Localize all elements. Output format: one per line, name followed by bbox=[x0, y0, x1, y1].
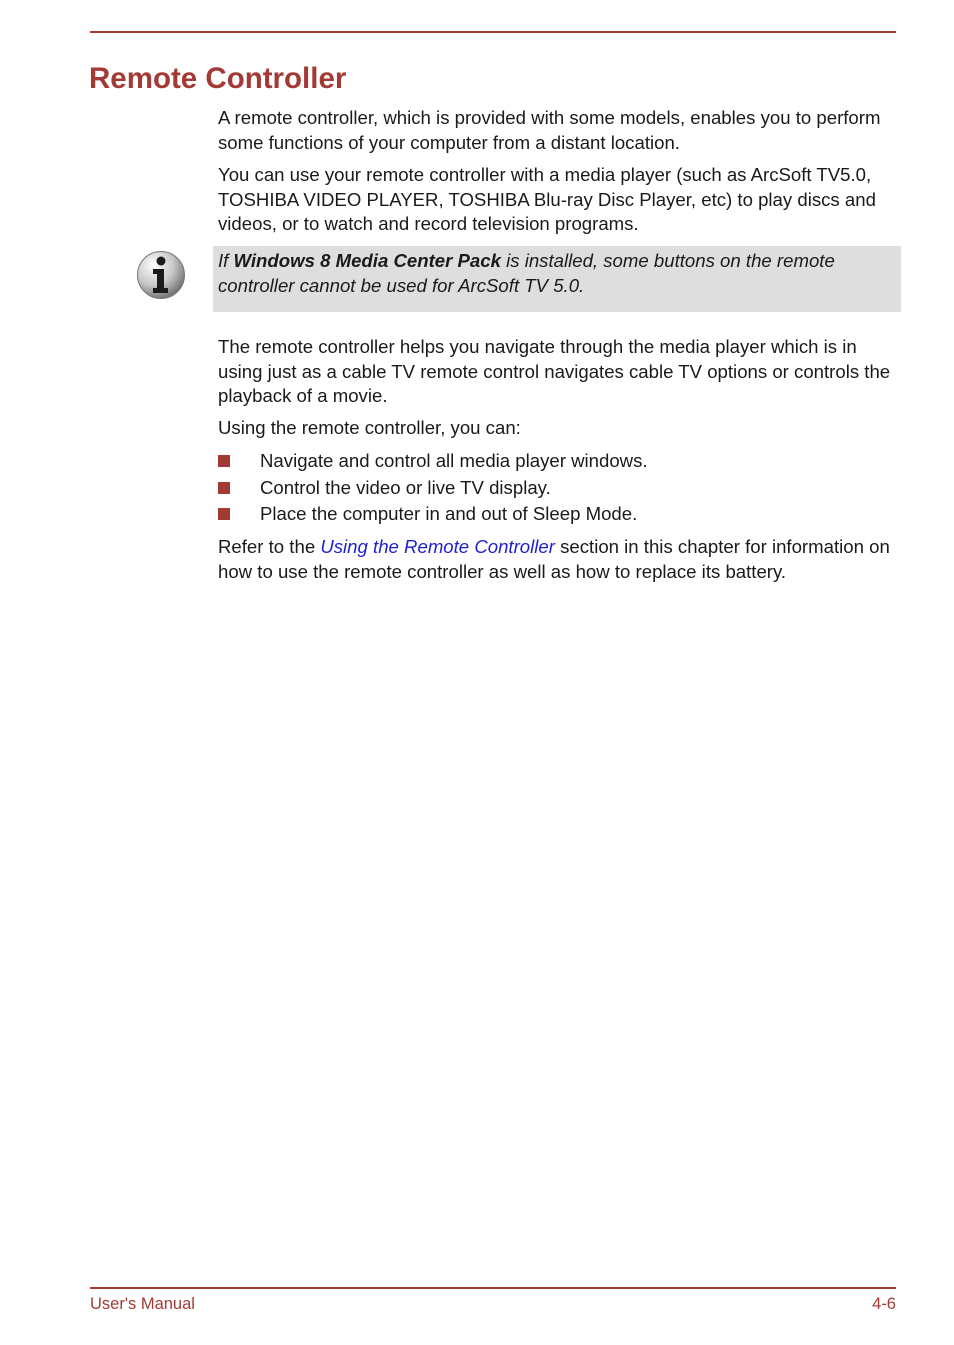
list-item bbox=[218, 476, 648, 503]
list-item-text: Control the video or live TV display. bbox=[260, 476, 551, 498]
bullet-square-icon bbox=[218, 508, 230, 520]
note-box bbox=[213, 246, 901, 312]
bullet-square-icon bbox=[218, 455, 230, 467]
using-remote-controller-link[interactable]: Using the Remote Controller bbox=[320, 536, 555, 557]
note-prefix: If bbox=[218, 250, 234, 271]
list-item-text: Navigate and control all media player windows. bbox=[260, 450, 648, 471]
paragraph-refer bbox=[218, 535, 898, 584]
intro-paragraph-2: You can use your remote controller with a media player (such as ArcSoft TV5.0, TOSHIBA VIDEO PLAYER, TOSHIBA Blu-ray Disc Player, etc) to play discs and videos, or to watch and record television programs. bbox=[218, 164, 876, 234]
page-title: Remote Controller bbox=[89, 62, 347, 95]
note-text bbox=[218, 249, 898, 298]
capabilities-list bbox=[218, 449, 648, 529]
note-emphasis: Windows 8 Media Center Pack bbox=[233, 250, 501, 271]
note-suffix: is installed, some buttons on the remote controller cannot be used for ArcSoft TV 5.0. bbox=[218, 250, 835, 296]
header-rule bbox=[90, 31, 896, 33]
intro-paragraph-1: A remote controller, which is provided with some models, enables you to perform some functions of your computer from a distant location. bbox=[218, 107, 881, 153]
footer-page-number: 4-6 bbox=[872, 1295, 896, 1313]
refer-suffix: section in this chapter for information on how to use the remote controller as well as how to replace its battery. bbox=[218, 536, 890, 582]
list-item-text: Place the computer in and out of Sleep Mode. bbox=[260, 503, 638, 524]
paragraph-using: Using the remote controller, you can: bbox=[218, 417, 521, 438]
bullet-square-icon bbox=[218, 482, 230, 494]
footer-rule bbox=[90, 1287, 896, 1289]
footer-manual-label: User's Manual bbox=[90, 1295, 195, 1313]
paragraph-navigation: The remote controller helps you navigate through the media player which is in using just as a cable TV remote control navigates cable TV options or controls the playback of a movie. bbox=[218, 336, 891, 406]
info-icon bbox=[136, 250, 186, 300]
list-item bbox=[218, 502, 648, 529]
list-item bbox=[218, 449, 648, 476]
refer-prefix: Refer to the bbox=[218, 536, 321, 557]
